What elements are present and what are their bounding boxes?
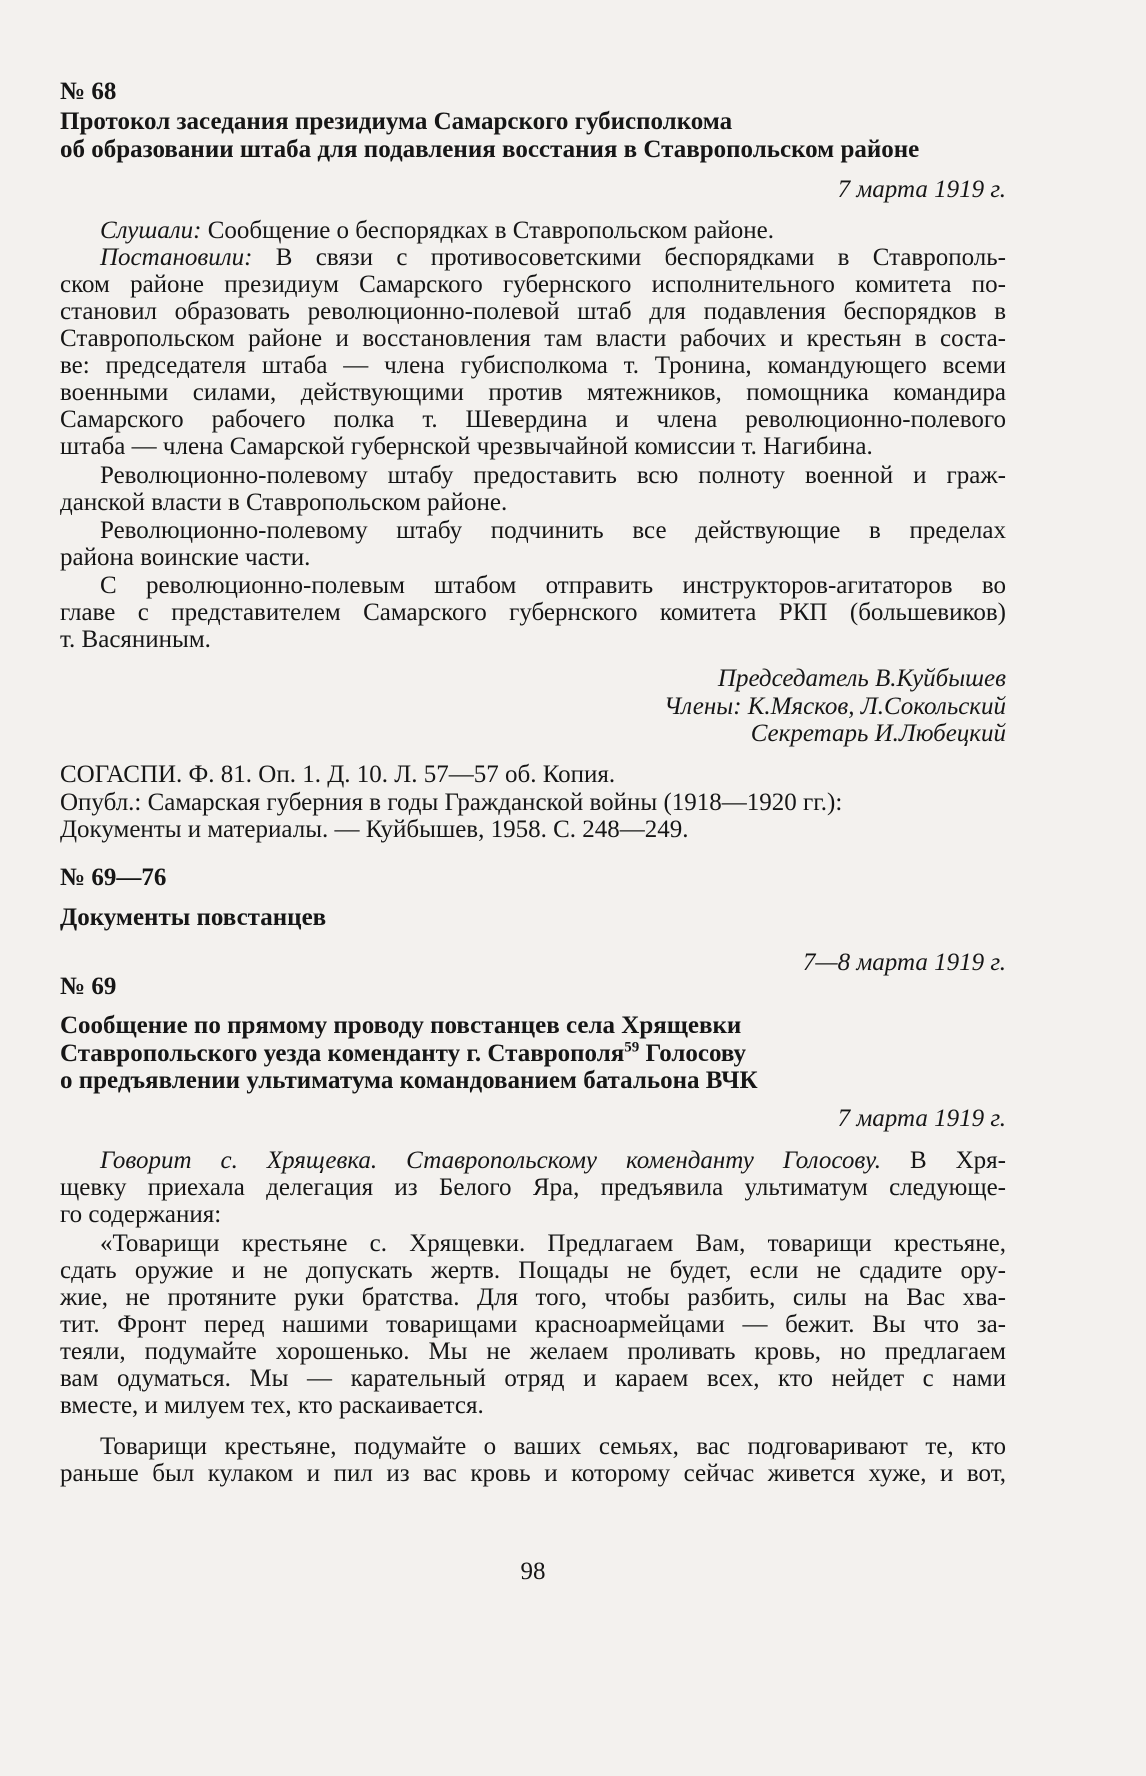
section-number <box>60 864 1006 892</box>
paragraph-line <box>60 489 1006 517</box>
paragraph-line <box>60 1201 1006 1229</box>
line-text: Самарского рабочего полка т. Шевердина и члена революционно-полевого <box>60 406 1006 433</box>
line-text: В связи с противосоветскими беспорядками в Ставрополь- <box>252 244 1006 271</box>
doc-title <box>60 108 1006 136</box>
paragraph-line <box>60 1284 1006 1312</box>
paragraph-line <box>60 298 1006 326</box>
line-text: «Товарищи крестьяне с. Хрящевки. Предлагаем Вам, товарищи крестьяне, <box>100 1230 1006 1257</box>
paragraph-line <box>60 1174 1006 1202</box>
line-text: сдать оружие и не допускать жертв. Пощады не будет, если не сдадите ору- <box>60 1257 1006 1284</box>
line-text: Документы повстанцев <box>60 904 327 931</box>
line-text: Товарищи крестьяне, подумайте о ваших семьях, вас подговаривают те, кто <box>100 1433 1006 1460</box>
line-text: об образовании штаба для подавления восстания в Ставропольском районе <box>60 136 920 163</box>
line-text: № 69 <box>60 973 117 1000</box>
paragraph-line <box>60 352 1006 380</box>
line-text: штаба — члена Самарской губернской чрезвычайной комиссии т. Нагибина. <box>60 433 873 460</box>
line-text: Революционно-полевому штабу предоставить всю полноту военной и граж- <box>100 462 1006 489</box>
italic-lead: Слушали: <box>100 217 202 244</box>
doc-date <box>60 176 1006 204</box>
paragraph-line <box>100 217 1006 245</box>
line-text: Документы и материалы. — Куйбышев, 1958. С. 248—249. <box>60 816 689 843</box>
paragraph-line <box>60 1338 1006 1366</box>
paragraph-line <box>60 1311 1006 1339</box>
line-text: Сообщение по прямому проводу повстанцев села Хрящевки <box>60 1012 742 1039</box>
signature <box>60 665 1006 693</box>
line-text: ве: председателя штаба — члена губисполкома т. Тронина, командующего всеми <box>60 352 1006 379</box>
line-text: Председатель В.Куйбышев <box>717 665 1006 692</box>
paragraph-line <box>60 1257 1006 1285</box>
line-text: № 69—76 <box>60 864 167 891</box>
line-text: ском районе президиум Самарского губернского исполнительного комитета по- <box>60 271 1006 298</box>
line-text-tail: Голосову <box>639 1040 747 1067</box>
paragraph-line <box>60 1392 1006 1420</box>
page-number: 98 <box>520 1558 546 1585</box>
italic-lead: Говорит с. Хрящевка. Ставропольскому коменданту Голосову. <box>100 1147 881 1174</box>
line-text: Члены: К.Мясков, Л.Сокольский <box>664 693 1006 720</box>
line-text: Ставропольского уезда коменданту г. Ставрополя <box>60 1040 625 1067</box>
line-text: Опубл.: Самарская губерния в годы Гражданской войны (1918—1920 гг.): <box>60 789 843 816</box>
italic-lead: Постановили: <box>100 244 253 271</box>
paragraph-line <box>60 1365 1006 1393</box>
line-text: теяли, подумайте хорошенько. Мы не желаем проливать кровь, но предлагаем <box>60 1338 1006 1365</box>
publication-reference <box>60 816 1006 844</box>
line-text: 7—8 марта 1919 г. <box>802 949 1006 976</box>
line-text: Протокол заседания президиума Самарского губисполкома <box>60 108 733 135</box>
line-text: вам одуматься. Мы — карательный отряд и караем всех, кто нейдет с нами <box>60 1365 1006 1392</box>
line-text: раньше был кулаком и пил из вас кровь и которому сейчас живется хуже, и вот, <box>60 1460 1006 1487</box>
paragraph-line <box>100 1147 1006 1175</box>
line-text: главе с представителем Самарского губернского комитета РКП (большевиков) <box>60 599 1006 626</box>
line-text: щевку приехала делегация из Белого Яра, предъявила ультиматум следующе- <box>60 1174 1006 1201</box>
paragraph-line <box>60 379 1006 407</box>
line-text: данской власти в Ставропольском районе. <box>60 489 508 516</box>
paragraph-line <box>100 1433 1006 1461</box>
line-text: становил образовать революционно-полевой штаб для подавления беспорядков в <box>60 298 1006 325</box>
paragraph-line <box>60 544 1006 572</box>
signature <box>60 693 1006 721</box>
line-text: жие, не протяните руки братства. Для того, чтобы разбить, силы на Вас хва- <box>60 1284 1006 1311</box>
paragraph-line <box>60 271 1006 299</box>
paragraph-line <box>60 599 1006 627</box>
paragraph-line <box>100 462 1006 490</box>
section-title <box>60 904 1006 932</box>
paragraph-line <box>60 406 1006 434</box>
line-text: С революционно-полевым штабом отправить инструкторов-агитаторов во <box>100 572 1006 599</box>
doc-title <box>60 1012 1006 1040</box>
line-text: о предъявлении ультиматума командованием батальона ВЧК <box>60 1067 758 1094</box>
line-text: Секретарь И.Любецкий <box>750 720 1006 747</box>
paragraph-line <box>100 244 1006 272</box>
line-text: района воинские части. <box>60 544 311 571</box>
line-text: военными силами, действующими против мятежников, помощника командира <box>60 379 1006 406</box>
line-text: го содержания: <box>60 1201 222 1228</box>
line-text: тит. Фронт перед нашими товарищами красноармейцами — бежит. Вы что за- <box>60 1311 1006 1338</box>
paragraph-line <box>60 626 1006 654</box>
doc-title <box>60 1067 1006 1095</box>
line-text: 7 марта 1919 г. <box>837 1105 1006 1132</box>
line-text: № 68 <box>60 78 117 105</box>
line-text: СОГАСПИ. Ф. 81. Оп. 1. Д. 10. Л. 57—57 об. Копия. <box>60 761 616 788</box>
line-text: вместе, и милуем тех, кто раскаивается. <box>60 1392 484 1419</box>
line-text: Сообщение о беспорядках в Ставропольском районе. <box>201 217 774 244</box>
paragraph-line <box>100 1230 1006 1258</box>
doc-number <box>60 78 1006 106</box>
archive-reference <box>60 761 1006 789</box>
doc-title <box>60 1040 1006 1068</box>
paragraph-line <box>60 325 1006 353</box>
line-text: Ставропольском районе и восстановления там власти рабочих и крестьян в соста- <box>60 325 1006 352</box>
paragraph-line <box>60 433 1006 461</box>
paragraph-line <box>60 1460 1006 1488</box>
publication-reference <box>60 789 1006 817</box>
line-text: 7 марта 1919 г. <box>837 176 1006 203</box>
doc-date <box>60 1105 1006 1133</box>
signature <box>60 720 1006 748</box>
line-text: Революционно-полевому штабу подчинить все действующие в пределах <box>100 517 1006 544</box>
paragraph-line <box>100 517 1006 545</box>
paragraph-line <box>100 572 1006 600</box>
doc-title <box>60 136 1006 164</box>
doc-number <box>60 973 1006 1001</box>
line-text: В Хря- <box>880 1147 1006 1174</box>
line-text: т. Васяниным. <box>60 626 211 653</box>
footnote-ref: 59 <box>624 1039 640 1056</box>
